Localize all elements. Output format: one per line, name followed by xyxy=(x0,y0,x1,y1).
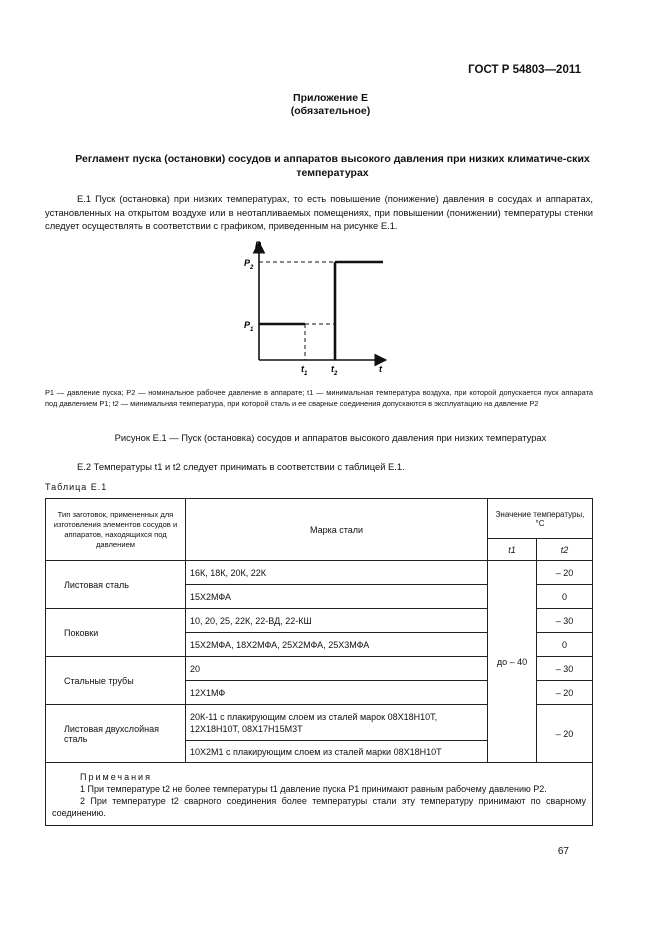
note-2: 2 При температуре t2 сварного соединения более температуры стали эту температуру принимают по сварному соединению. xyxy=(52,796,586,818)
table-header-row xyxy=(46,499,593,539)
paragraph-e2: Е.2 Температуры t1 и t2 следует принимать в соответствии с таблицей Е.1. xyxy=(77,461,405,472)
notes-title: Примечания xyxy=(80,772,152,782)
notes-cell xyxy=(46,763,593,826)
figure-e1 xyxy=(238,232,398,382)
regulation-title: Регламент пуска (остановки) сосудов и аппаратов высокого давления при низких климатиче-ских температурах xyxy=(75,153,590,179)
t2-cell: 0 xyxy=(537,585,593,609)
header-steel-grade: Марка стали xyxy=(186,499,488,561)
grade-cell: 16К, 18К, 20К, 22К xyxy=(186,561,488,585)
t2-cell: – 20 xyxy=(537,705,593,763)
header-temperature: Значение температуры, °С xyxy=(488,499,593,539)
t1-label: $t_1$ xyxy=(301,364,308,377)
p1-label: $P_1$ xyxy=(244,320,254,333)
grade-cell: 12Х1МФ xyxy=(186,681,488,705)
p2-label: $P_2$ xyxy=(244,258,254,271)
x-axis-label: t xyxy=(379,364,382,374)
table-caption: Таблица Е.1 xyxy=(45,482,108,492)
y-axis-label: P xyxy=(255,240,262,250)
standard-designation: ГОСТ Р 54803—2011 xyxy=(468,64,581,76)
grade-cell: 20К-11 с плакирующим слоем из сталей марок 08Х18Н10Т, 12Х18Н10Т, 08Х17Н15М3Т xyxy=(186,705,488,741)
t2-label: $t_2$ xyxy=(331,364,338,377)
t2-cell: – 20 xyxy=(537,561,593,585)
figure-legend: P1 — давление пуска; P2 — номинальное рабочее давление в аппарате; t1 — минимальная температура воздуха, при которой допускается пуск аппарата под давлением P1; t2 — минимальная температура, при которой сталь и ее сварные соединения допускаются в эксплуатацию на давление P2 xyxy=(45,388,593,408)
t1-value-cell: до – 40 xyxy=(488,561,537,763)
table-row xyxy=(46,561,593,585)
t2-cell: – 20 xyxy=(537,681,593,705)
grade-cell: 15Х2МФА xyxy=(186,585,488,609)
figure-caption: Рисунок Е.1 — Пуск (остановка) сосудов и аппаратов высокого давления при низких температурах xyxy=(114,432,547,443)
annex-status: (обязательное) xyxy=(290,105,371,117)
notes-row xyxy=(46,763,593,826)
type-cell: Стальные трубы xyxy=(46,657,186,705)
type-cell: Листовая сталь xyxy=(46,561,186,609)
grade-cell: 20 xyxy=(186,657,488,681)
page-number: 67 xyxy=(557,846,569,857)
table-e1 xyxy=(45,498,593,826)
type-cell: Листовая двухслойная сталь xyxy=(46,705,186,763)
grade-cell: 10, 20, 25, 22К, 22-ВД, 22-КШ xyxy=(186,609,488,633)
paragraph-e1: Е.1 Пуск (остановка) при низких температурах, то есть повышение (понижение) давления в сосудах и аппаратах, установленных на открытом воздухе или в неотапливаемых помещениях, при повышении (понижении) температуры стенки следует осуществлять в соответствии с графиком, приведенным на рисунке Е.1. xyxy=(45,193,593,231)
note-1: 1 При температуре t2 не более температуры t1 давление пуска P1 принимают равным рабочему давлению P2. xyxy=(80,784,547,794)
t2-cell: – 30 xyxy=(537,657,593,681)
grade-cell: 15Х2МФА, 18Х2МФА, 25Х2МФА, 25Х3МФА xyxy=(186,633,488,657)
annex-title: Приложение Е xyxy=(293,92,368,104)
grade-cell: 10Х2М1 с плакирующим слоем из сталей марки 08Х18Н10Т xyxy=(186,741,488,763)
header-t1: t1 xyxy=(488,539,537,561)
t2-cell: – 30 xyxy=(537,609,593,633)
header-blank-type: Тип заготовок, примененных для изготовления элементов сосудов и аппаратов, находящихся под давлением xyxy=(46,499,186,561)
header-t2: t2 xyxy=(537,539,593,561)
type-cell: Поковки xyxy=(46,609,186,657)
t2-cell: 0 xyxy=(537,633,593,657)
